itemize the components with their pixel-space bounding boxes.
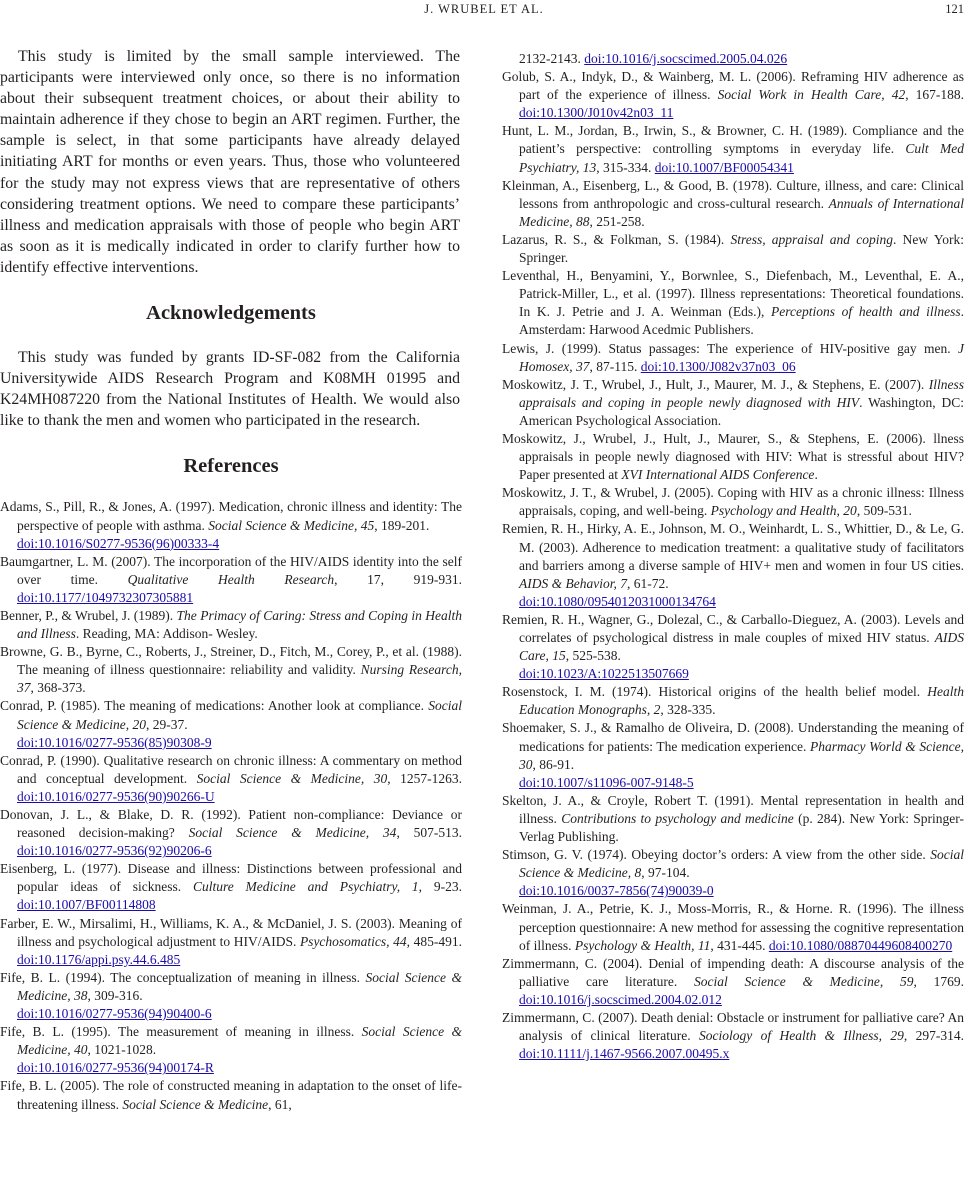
- reference-item: [502, 177, 964, 231]
- reference-source: Sociology of Health & Illness, 29: [699, 1028, 904, 1044]
- doi-link[interactable]: doi:10.1176/appi.psy.44.6.485: [17, 951, 181, 967]
- acknowledgements-heading: Acknowledgements: [146, 302, 316, 325]
- reference-source: Psychosomatics, 44: [299, 933, 407, 949]
- reference-item: [0, 969, 462, 1023]
- reference-text: Remien, R. H., Wagner, G., Dolezal, C., & Carballo-Dieguez, A. (2003). Levels and correlates of psychological distress in male couples of mixed HIV status.: [502, 611, 964, 645]
- reference-item: [0, 498, 462, 552]
- reference-text: , 328-335.: [660, 702, 716, 718]
- reference-text: Hunt, L. M., Jordan, B., Irwin, S., & Browner, C. H. (1989). Compliance and the patient’s perspective: controlling symptoms in everyday life.: [502, 123, 964, 157]
- doi-link[interactable]: doi:10.1016/0277-9536(85)90308-9: [17, 734, 212, 750]
- reference-source: Contributions to psychology and medicine: [561, 810, 794, 826]
- reference-item: [502, 683, 964, 719]
- doi-link[interactable]: doi:10.1007/BF00054341: [654, 159, 794, 175]
- reference-text: , 61,: [268, 1096, 292, 1112]
- reference-text: , 167-188.: [905, 87, 964, 103]
- reference-continuation: [502, 50, 964, 68]
- doi-link[interactable]: doi:10.1080/08870449608400270: [768, 937, 953, 953]
- reference-text: Golub, S. A., Indyk, D., & Wainberg, M. L. (2006). Reframing HIV adherence as part of the experience of illness.: [502, 69, 964, 103]
- doi-link[interactable]: doi:10.1016/0277-9536(90)90266-U: [17, 788, 215, 804]
- reference-source: Psychology and Health, 20: [710, 503, 857, 519]
- reference-text: 2132-2143.: [519, 51, 585, 66]
- reference-text: , 189-201.: [374, 517, 430, 533]
- reference-source: Pharmacy World & Science, 30: [519, 738, 964, 772]
- reference-text: Weinman, J. A., Petrie, K. J., Moss-Morris, R., & Horne. R. (1996). The illness perception questionnaire: A new method for assessing the cognitive representation of illness.: [502, 901, 964, 953]
- limitations-paragraph: This study is limited by the small sample interviewed. The participants were interviewed only once, so there is no information about their subsequent treatment choices, or about their ability to maintain adherence if they chose to begin an ART regimen. Further, the sample is select, in that some participants have already delayed initiating ART for months or even years. Thus, those who volunteered for the study may not express views that are representative of others considering treatment options. We need to compare these participants’ illness and medication appraisals with those of people who begin ART as soon as it is medically indicated in order to clarify further how to identify effective interventions.: [0, 48, 460, 276]
- reference-text: Conrad, P. (1985). The meaning of medications: Another look at compliance.: [0, 698, 429, 714]
- reference-item: [0, 806, 462, 860]
- reference-text: , 509-531.: [856, 503, 912, 519]
- reference-text: , 251-258.: [589, 213, 645, 229]
- reference-text: Fife, B. L. (1995). The measurement of meaning in illness.: [0, 1024, 362, 1040]
- reference-item: [502, 484, 964, 520]
- reference-text: , 17, 919-931.: [334, 571, 462, 587]
- reference-source: AIDS Care, 15: [519, 630, 964, 664]
- reference-source: Nursing Research, 37: [17, 662, 462, 696]
- doi-link[interactable]: doi:10.1016/j.socscimed.2004.02.012: [519, 991, 722, 1007]
- reference-item: [502, 792, 964, 846]
- reference-text: , 525-538.: [565, 648, 621, 664]
- reference-item: [0, 752, 462, 806]
- reference-text: Lazarus, R. S., & Folkman, S. (1984).: [502, 231, 731, 247]
- reference-text: . Washington, DC: American Psychological Association.: [519, 394, 964, 428]
- doi-link[interactable]: doi:10.1111/j.1467-9566.2007.00495.x: [519, 1046, 730, 1062]
- reference-source: Health Education Monographs, 2: [519, 684, 964, 718]
- reference-text: Shoemaker, S. J., & Ramalho de Oliveira, D. (2008). Understanding the meaning of medications for patients: The medication experience.: [502, 720, 964, 754]
- reference-text: Baumgartner, L. M. (2007). The incorporation of the HIV/AIDS identity into the self over time.: [0, 553, 462, 587]
- doi-link[interactable]: doi:10.1016/S0277-9536(96)00333-4: [17, 535, 220, 551]
- reference-source: Social Science & Medicine, 34: [188, 825, 397, 841]
- reference-source: Social Science & Medicine, 30: [196, 770, 388, 786]
- reference-text: Fife, B. L. (2005). The role of constructed meaning in adaptation to the onset of life-threatening illness.: [0, 1078, 462, 1112]
- reference-source: Social Science & Medicine, 38: [17, 969, 463, 1003]
- reference-text: Eisenberg, L. (1977). Disease and illness: Distinctions between professional and popular ideas of sickness.: [0, 861, 462, 895]
- doi-link[interactable]: doi:10.1177/1049732307305881: [17, 589, 194, 605]
- reference-list-right: [502, 50, 964, 1063]
- reference-item: [502, 846, 964, 900]
- reference-source: Stress, appraisal and coping: [730, 231, 894, 247]
- reference-item: [0, 607, 462, 643]
- reference-text: Rosenstock, I. M. (1974). Historical origins of the health belief model.: [502, 684, 928, 700]
- reference-text: (p. 284). New York: Springer-Verlag Publishing.: [519, 810, 964, 845]
- left-column: [0, 28, 462, 1114]
- reference-source: Psychology & Health, 11: [574, 937, 711, 953]
- reference-source: Perceptions of health and illness: [771, 304, 961, 320]
- reference-text: Skelton, J. A., & Croyle, Robert T. (1991). Mental representation in health and illness.: [502, 792, 964, 826]
- reference-source: XVI International AIDS Conference: [621, 467, 815, 483]
- doi-link[interactable]: doi:10.1007/s11096-007-9148-5: [519, 774, 694, 790]
- reference-text: , 97-104.: [641, 865, 690, 881]
- reference-item: [0, 915, 462, 969]
- reference-item: [502, 267, 964, 339]
- reference-source: Culture Medicine and Psychiatry, 1: [192, 879, 419, 895]
- reference-text: , 87-115.: [589, 358, 641, 374]
- doi-link[interactable]: doi:10.1300/J010v42n03_11: [519, 105, 674, 121]
- doi-link[interactable]: doi:10.1016/j.socscimed.2005.04.026: [584, 51, 788, 66]
- reference-item: [502, 719, 964, 791]
- doi-link[interactable]: doi:10.1016/0277-9536(92)90206-6: [17, 843, 212, 859]
- reference-text: Donovan, J. L., & Blake, D. R. (1992). Patient non-compliance: Deviance or reasoned decision-making?: [0, 807, 462, 841]
- reference-source: Social Science & Medicine, 59: [694, 973, 914, 989]
- reference-text: Kleinman, A., Eisenberg, L., & Good, B. (1978). Culture, illness, and care: Clinical lessons from anthropologic and cross-cultural research.: [502, 177, 964, 211]
- reference-text: , 1021-1028.: [87, 1042, 157, 1058]
- reference-text: , 368-373.: [30, 680, 86, 696]
- reference-item: [0, 553, 462, 607]
- reference-item: [502, 1009, 964, 1063]
- reference-item: [0, 1023, 462, 1077]
- reference-item: [502, 340, 964, 376]
- reference-text: Stimson, G. V. (1974). Obeying doctor’s orders: A view from the other side.: [502, 847, 931, 863]
- reference-text: Zimmermann, C. (2004). Denial of impending death: A discourse analysis of the palliative care literature.: [502, 955, 964, 989]
- doi-link[interactable]: doi:10.1016/0037-7856(74)90039-0: [519, 883, 714, 899]
- reference-text: , 507-513.: [396, 825, 463, 841]
- reference-text: Farber, E. W., Mirsalimi, H., Williams, K. A., & McDaniel, J. S. (2003). Meaning of illness and psychological adjustment to HIV/AIDS.: [0, 915, 462, 949]
- doi-link[interactable]: doi:10.1007/BF00114808: [17, 897, 156, 913]
- reference-text: , 9-23.: [418, 879, 463, 895]
- doi-link[interactable]: doi:10.1016/0277-9536(94)90400-6: [17, 1006, 212, 1022]
- reference-item: [0, 1077, 462, 1113]
- reference-source: Annuals of International Medicine, 88: [519, 195, 965, 229]
- reference-text: Lewis, J. (1999). Status passages: The experience of HIV-positive gay men.: [502, 340, 958, 356]
- reference-text: , 1257-1263.: [387, 770, 462, 786]
- reference-item: [502, 122, 964, 176]
- reference-text: . Amsterdam: Harwood Acedmic Publishers.: [519, 304, 964, 338]
- reference-item: [502, 955, 964, 1009]
- reference-item: [0, 860, 462, 914]
- reference-text: , 297-314.: [903, 1028, 964, 1044]
- reference-text: , 1769.: [913, 973, 965, 989]
- reference-item: [502, 900, 964, 954]
- reference-list-left: [0, 498, 462, 1113]
- reference-text: .: [814, 467, 818, 483]
- reference-text: Zimmermann, C. (2007). Death denial: Obstacle or instrument for palliative care? An analysis of clinical literature.: [502, 1009, 964, 1044]
- reference-item: [502, 611, 964, 683]
- reference-item: [502, 231, 964, 267]
- reference-text: Conrad, P. (1990). Qualitative research on chronic illness: A commentary on method and conceptual development.: [0, 752, 462, 786]
- reference-text: , 309-316.: [87, 987, 143, 1003]
- reference-item: [502, 520, 964, 610]
- reference-source: J Homosex, 37: [519, 340, 964, 374]
- reference-item: [502, 68, 964, 122]
- reference-text: Moskowitz, J. T., & Wrubel, J. (2005). Coping with HIV as a chronic illness: Illness appraisals, coping, and well-being.: [502, 485, 964, 519]
- reference-source: The Primacy of Caring: Stress and Coping in Health and Illness: [17, 607, 462, 642]
- running-title: J. WRUBEL ET AL.: [424, 2, 544, 16]
- reference-text: Moskowitz, J., Wrubel, J., Hult, J., Maurer, S., & Stephens, E. (2006). llness appraisals in people newly diagnosed with HIV: What is stressful about HIV? Paper presented at: [502, 430, 964, 483]
- reference-item: [502, 430, 964, 484]
- doi-link[interactable]: doi:10.1300/J082v37n03_06: [640, 358, 796, 374]
- acknowledgements-paragraph: This study was funded by grants ID-SF-082 from the California Universitywide AIDS Research Program and K08MH 01995 and K24MH087220 from the National Institutes of Health. We would also like to thank the men and women who participated in the research.: [0, 349, 460, 430]
- reference-text: Browne, G. B., Byrne, C., Roberts, J., Streiner, D., Fitch, M., Corey, P., et al. (1988). The meaning of illness questionnaire: reliability and validity.: [0, 644, 462, 678]
- reference-text: Benner, P., & Wrubel, J. (1989).: [0, 607, 177, 623]
- reference-text: Leventhal, H., Benyamini, Y., Borwnlee, S., Diefenbach, M., Leventhal, E. A., Patrick-Miller, L., et al. (1997). Illness representations: Theoretical foundations. In K. J. Petrie and J. A. Weinman (Eds.),: [502, 268, 964, 320]
- reference-text: Moskowitz, J. T., Wrubel, J., Hult, J., Maurer, M. J., & Stephens, E. (2007).: [502, 376, 929, 392]
- reference-item: [0, 643, 462, 697]
- doi-link[interactable]: doi:10.1080/0954012031000134764: [519, 593, 716, 609]
- reference-item: [0, 697, 462, 751]
- reference-source: Social Science & Medicine, 20: [17, 698, 462, 732]
- reference-text: , 29-37.: [145, 716, 188, 732]
- doi-link[interactable]: doi:10.1023/A:1022513507669: [519, 666, 689, 682]
- reference-source: Illness appraisals and coping in people newly diagnosed with HIV: [519, 376, 964, 410]
- reference-text: . New York: Springer.: [519, 231, 964, 266]
- page-number: 121: [945, 2, 964, 16]
- reference-text: Fife, B. L. (1994). The conceptualization of meaning in illness.: [0, 969, 366, 985]
- reference-source: Social Science & Medicine, 40: [17, 1024, 463, 1058]
- reference-text: , 431-445.: [710, 937, 769, 953]
- reference-text: , 315-334.: [596, 159, 655, 175]
- reference-text: Adams, S., Pill, R., & Jones, A. (1997). Medication, chronic illness and identity: The perspective of people with asthma.: [0, 499, 462, 533]
- right-column: [502, 28, 964, 1063]
- reference-source: AIDS & Behavior, 7: [519, 575, 627, 591]
- reference-source: Social Science & Medicine, 8: [519, 847, 964, 881]
- doi-link[interactable]: doi:10.1016/0277-9536(94)00174-R: [17, 1060, 214, 1076]
- reference-item: [502, 376, 964, 430]
- reference-source: Social Science & Medicine: [122, 1096, 269, 1112]
- reference-source: Social Work in Health Care, 42: [717, 87, 906, 103]
- reference-text: Remien, R. H., Hirky, A. E., Johnson, M. O., Weinhardt, L. S., Whittier, D., & Le, G. M. (2003). Adherence to medication treatment: a qualitative study of facilitators and barriers among a diverse sample of HIV+ men and women in four US cities.: [502, 521, 964, 573]
- reference-source: Qualitative Health Research: [127, 571, 335, 587]
- references-heading: References: [183, 455, 279, 478]
- running-header: [0, 0, 968, 24]
- reference-text: , 61-72.: [626, 575, 669, 591]
- reference-source: Social Science & Medicine, 45: [208, 517, 375, 533]
- reference-text: . Reading, MA: Addison- Wesley.: [75, 626, 258, 642]
- reference-source: Cult Med Psychiatry, 13: [519, 141, 965, 175]
- reference-text: , 485-491.: [406, 933, 463, 949]
- reference-text: , 86-91.: [532, 756, 575, 772]
